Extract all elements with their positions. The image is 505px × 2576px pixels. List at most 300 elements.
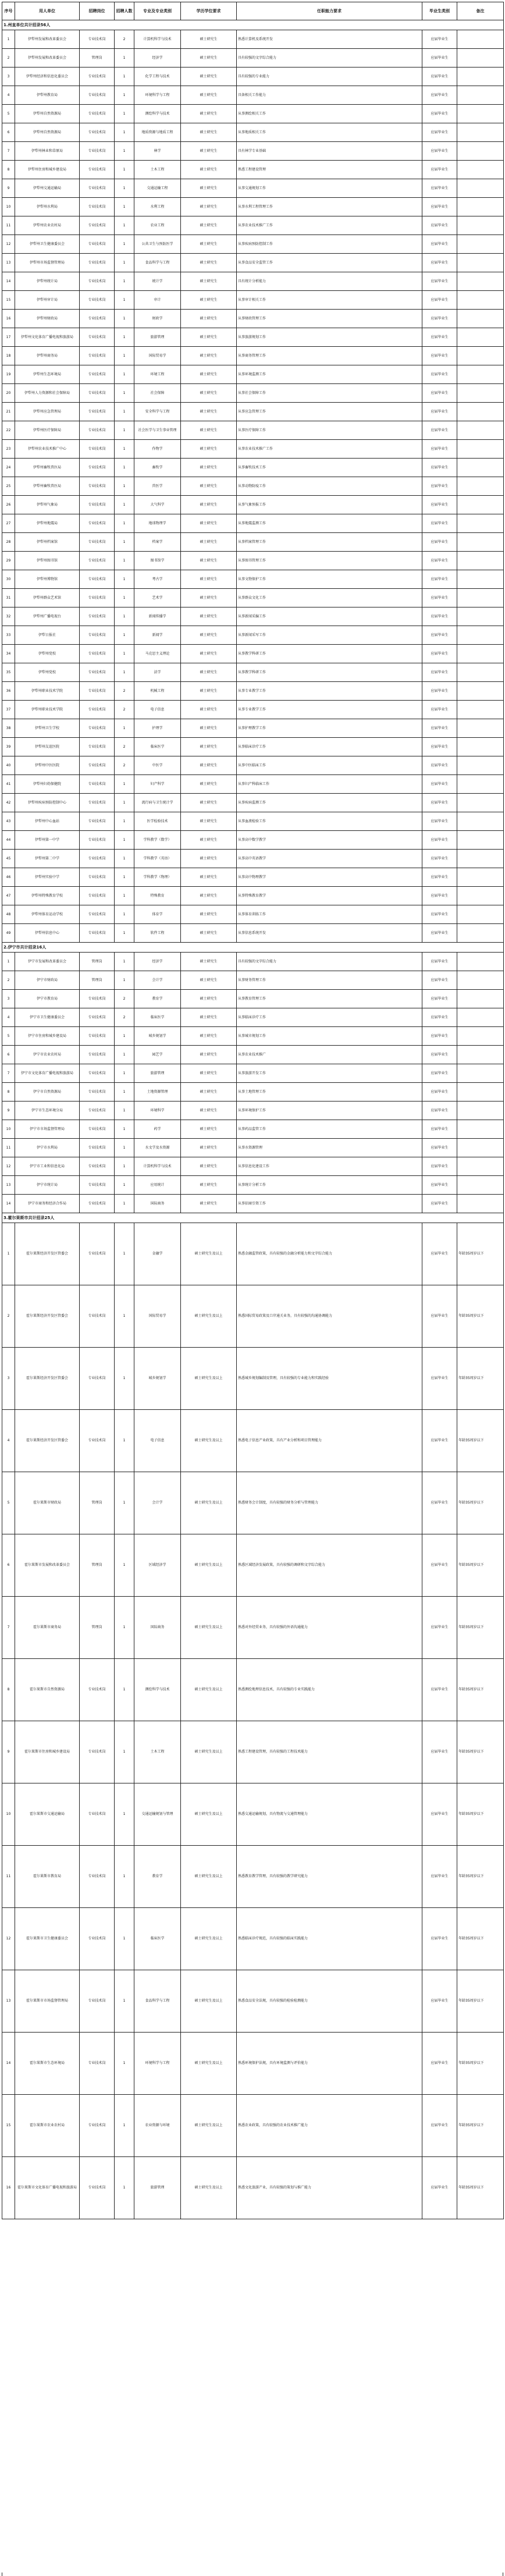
cell-grad: 应届毕业生	[422, 440, 457, 459]
cell-duty: 具有林学专业基础	[237, 142, 422, 161]
cell-grad: 应届毕业生	[422, 990, 457, 1008]
cell-edu: 硕士研究生	[181, 971, 237, 990]
table-row	[2, 924, 504, 943]
cell-grad: 应届毕业生	[422, 1597, 457, 1659]
table-row	[2, 421, 504, 440]
cell-note: 年龄35周岁以下	[457, 1410, 504, 1472]
cell-duty: 从事特殊教育教学	[237, 887, 422, 905]
cell-unit: 伊犁州中心血站	[15, 812, 80, 831]
table-row	[2, 1223, 504, 1285]
cell-count: 1	[115, 570, 134, 589]
cell-edu: 硕士研究生	[181, 365, 237, 384]
cell-duty: 从事信息化建设工作	[237, 1157, 422, 1176]
table-row	[2, 142, 504, 161]
cell-no: 32	[2, 607, 15, 626]
cell-duty: 从事教学科研工作	[237, 663, 422, 682]
cell-note	[457, 1176, 504, 1195]
cell-edu: 硕士研究生	[181, 794, 237, 812]
table-row	[2, 2157, 504, 2219]
cell-no: 10	[2, 1783, 15, 1846]
cell-duty: 从事教育管理工作	[237, 990, 422, 1008]
cell-grad: 应届毕业生	[422, 254, 457, 272]
cell-grad: 应届毕业生	[422, 794, 457, 812]
cell-grad: 应届毕业生	[422, 533, 457, 552]
cell-major: 会计学	[134, 1472, 181, 1534]
table-row	[2, 682, 504, 701]
cell-major: 环境工程	[134, 365, 181, 384]
cell-major: 马克思主义理论	[134, 645, 181, 663]
table-continuation	[2, 2573, 503, 2576]
cell-edu: 硕士研究生	[181, 775, 237, 794]
cell-grad: 应届毕业生	[422, 291, 457, 310]
cell-post: 专业技术岗	[80, 477, 115, 496]
cell-note	[457, 421, 504, 440]
cell-duty: 从事体育训练工作	[237, 905, 422, 924]
cell-edu: 硕士研究生	[181, 645, 237, 663]
cell-note	[457, 868, 504, 887]
cell-major: 水利工程	[134, 198, 181, 216]
table-row	[2, 403, 504, 421]
cell-unit: 伊犁州地震局	[15, 514, 80, 533]
cell-no: 8	[2, 161, 15, 179]
cell-duty: 从事文物保护工作	[237, 570, 422, 589]
cell-major: 新闻传播学	[134, 607, 181, 626]
cell-major: 软件工程	[134, 924, 181, 943]
cell-edu: 硕士研究生	[181, 198, 237, 216]
cell-note	[457, 1102, 504, 1120]
cell-grad: 应届毕业生	[422, 421, 457, 440]
cell-duty: 从事旅游规划工作	[237, 328, 422, 347]
cell-major: 国际商务	[134, 1597, 181, 1659]
cell-note	[457, 607, 504, 626]
cell-grad: 应届毕业生	[422, 1120, 457, 1139]
cell-no: 3	[2, 1348, 15, 1410]
cell-count: 2	[115, 1008, 134, 1027]
table-row	[2, 347, 504, 365]
table-row	[2, 384, 504, 403]
cell-post: 专业技术岗	[80, 1659, 115, 1721]
table-row	[2, 49, 504, 67]
cell-grad: 应届毕业生	[422, 459, 457, 477]
table-row	[2, 1659, 504, 1721]
cell-duty: 具有较强的专业能力	[237, 67, 422, 86]
cell-duty: 从事商务管理工作	[237, 347, 422, 365]
cell-grad: 应届毕业生	[422, 738, 457, 756]
cell-grad: 应届毕业生	[422, 1721, 457, 1783]
cell-major: 学科教学（物理）	[134, 868, 181, 887]
cell-note	[457, 971, 504, 990]
cell-duty: 从事新闻采写工作	[237, 626, 422, 645]
cell-unit: 伊犁州党校	[15, 645, 80, 663]
table-row	[2, 1157, 504, 1176]
cell-note	[457, 1064, 504, 1083]
cell-major: 农业资源与环境	[134, 2095, 181, 2157]
cell-no: 12	[2, 1157, 15, 1176]
cell-duty: 熟悉对外经贸业务，具有较强的外语沟通能力	[237, 1597, 422, 1659]
cell-note: 年龄35周岁以下	[457, 1721, 504, 1783]
cell-no: 9	[2, 179, 15, 198]
cell-count: 2	[115, 990, 134, 1008]
cell-duty: 从事中医临床工作	[237, 756, 422, 775]
cell-no: 47	[2, 887, 15, 905]
table-row	[2, 2033, 504, 2095]
cell-grad: 应届毕业生	[422, 682, 457, 701]
table-header	[2, 2, 504, 20]
cell-duty: 从事水资源管理	[237, 1139, 422, 1157]
cell-count: 1	[115, 1176, 134, 1195]
cell-edu: 硕士研究生	[181, 682, 237, 701]
cell-no: 16	[2, 2157, 15, 2219]
cell-note	[457, 924, 504, 943]
cell-post: 专业技术岗	[80, 607, 115, 626]
cell-post: 专业技术岗	[80, 1046, 115, 1064]
cell-edu: 硕士研究生	[181, 384, 237, 403]
cell-unit: 伊犁州生态环境局	[15, 365, 80, 384]
cell-duty: 熟悉测绘地理信息技术，具有较强的专业实践能力	[237, 1659, 422, 1721]
cell-major: 考古学	[134, 570, 181, 589]
cell-grad: 应届毕业生	[422, 328, 457, 347]
cell-edu: 硕士研究生	[181, 459, 237, 477]
cell-major: 国际商务	[134, 1195, 181, 1213]
cell-post: 管理岗	[80, 971, 115, 990]
table-body	[2, 20, 504, 2219]
cell-edu: 硕士研究生	[181, 1157, 237, 1176]
cell-post: 专业技术岗	[80, 421, 115, 440]
cell-post: 专业技术岗	[80, 924, 115, 943]
cell-post: 专业技术岗	[80, 347, 115, 365]
cell-major: 计算机科学与技术	[134, 1157, 181, 1176]
cell-unit: 伊宁市住房和城乡建设局	[15, 1027, 80, 1046]
table-row	[2, 291, 504, 310]
cell-count: 1	[115, 254, 134, 272]
cell-unit: 伊宁市水利局	[15, 1139, 80, 1157]
cell-post: 管理岗	[80, 953, 115, 971]
cell-major: 中医学	[134, 756, 181, 775]
cell-duty: 从事社会保障工作	[237, 384, 422, 403]
cell-count: 1	[115, 1120, 134, 1139]
cell-count: 1	[115, 850, 134, 868]
cell-no: 7	[2, 1064, 15, 1083]
cell-edu: 硕士研究生及以上	[181, 1534, 237, 1597]
cell-count: 1	[115, 86, 134, 105]
cell-edu: 硕士研究生及以上	[181, 2095, 237, 2157]
cell-note	[457, 254, 504, 272]
cell-unit: 伊犁州卫生学校	[15, 719, 80, 738]
cell-no: 27	[2, 514, 15, 533]
table-row	[2, 179, 504, 198]
cell-edu: 硕士研究生及以上	[181, 2033, 237, 2095]
cell-note	[457, 403, 504, 421]
table-row	[2, 850, 504, 868]
cell-note	[457, 67, 504, 86]
cell-grad: 应届毕业生	[422, 831, 457, 850]
cell-unit: 伊犁州市场监督管理局	[15, 254, 80, 272]
header-major: 专业及专业类别	[134, 2, 181, 20]
cell-major: 教育学	[134, 1846, 181, 1908]
cell-edu: 硕士研究生	[181, 1027, 237, 1046]
cell-post: 专业技术岗	[80, 831, 115, 850]
cell-grad: 应届毕业生	[422, 775, 457, 794]
cell-grad: 应届毕业生	[422, 105, 457, 123]
cell-note: 年龄35周岁以下	[457, 2095, 504, 2157]
cell-major: 旅游管理	[134, 2157, 181, 2219]
cell-duty: 从事信息系统开发	[237, 924, 422, 943]
cell-major: 社会保障	[134, 384, 181, 403]
cell-count: 1	[115, 179, 134, 198]
cell-duty: 从事血液检验工作	[237, 812, 422, 831]
cell-note	[457, 459, 504, 477]
cell-duty: 从事药品监管工作	[237, 1120, 422, 1139]
cell-note: 年龄35周岁以下	[457, 1908, 504, 1970]
cell-major: 财政学	[134, 310, 181, 328]
cell-edu: 硕士研究生	[181, 105, 237, 123]
cell-major: 审计	[134, 291, 181, 310]
cell-unit: 伊犁州疾病预防控制中心	[15, 794, 80, 812]
cell-unit: 伊犁州林业和草原局	[15, 142, 80, 161]
cell-post: 专业技术岗	[80, 1908, 115, 1970]
cell-no: 5	[2, 1027, 15, 1046]
cell-note	[457, 161, 504, 179]
cell-note	[457, 701, 504, 719]
cell-major: 环境科学	[134, 1102, 181, 1120]
section-title: 3.霍尔果斯市共计招录25人	[2, 1213, 504, 1223]
section-header-row	[2, 20, 504, 30]
cell-major: 林学	[134, 142, 181, 161]
cell-post: 专业技术岗	[80, 775, 115, 794]
cell-grad: 应届毕业生	[422, 1534, 457, 1597]
cell-post: 专业技术岗	[80, 1846, 115, 1908]
header-post: 招聘岗位	[80, 2, 115, 20]
cell-edu: 硕士研究生	[181, 328, 237, 347]
cell-edu: 硕士研究生	[181, 719, 237, 738]
cell-major: 法学	[134, 663, 181, 682]
cell-count: 1	[115, 533, 134, 552]
cell-duty: 从事专业教学工作	[237, 701, 422, 719]
cell-post: 专业技术岗	[80, 67, 115, 86]
cell-post: 专业技术岗	[80, 663, 115, 682]
cell-note	[457, 887, 504, 905]
cell-major: 地球物理学	[134, 514, 181, 533]
cell-count: 1	[115, 49, 134, 67]
cell-grad: 应届毕业生	[422, 971, 457, 990]
table-row	[2, 645, 504, 663]
cell-edu: 硕士研究生	[181, 1064, 237, 1083]
cell-unit: 伊犁州应急管理局	[15, 403, 80, 421]
table-row	[2, 1534, 504, 1597]
cell-post: 专业技术岗	[80, 86, 115, 105]
cell-count: 1	[115, 645, 134, 663]
cell-unit: 伊犁州卫生健康委员会	[15, 235, 80, 254]
table-row	[2, 1064, 504, 1083]
cell-edu: 硕士研究生	[181, 30, 237, 49]
cell-major: 大气科学	[134, 496, 181, 514]
cell-post: 专业技术岗	[80, 1195, 115, 1213]
cell-major: 化学工程与技术	[134, 67, 181, 86]
cell-major: 测绘科学与技术	[134, 105, 181, 123]
cell-note	[457, 775, 504, 794]
table-row	[2, 552, 504, 570]
cell-edu: 硕士研究生	[181, 1176, 237, 1195]
table-row	[2, 477, 504, 496]
table-row	[2, 30, 504, 49]
cell-note	[457, 1083, 504, 1102]
table-row	[2, 67, 504, 86]
cell-note	[457, 198, 504, 216]
table-row	[2, 775, 504, 794]
cell-duty: 从事高中英语教学	[237, 850, 422, 868]
cell-grad: 应届毕业生	[422, 2157, 457, 2219]
cell-note	[457, 738, 504, 756]
cell-no: 35	[2, 663, 15, 682]
cell-no: 6	[2, 1046, 15, 1064]
cell-unit: 伊犁州友谊医院	[15, 738, 80, 756]
cell-note	[457, 514, 504, 533]
cell-edu: 硕士研究生	[181, 1120, 237, 1139]
cell-unit: 伊犁州发展和改革委员会	[15, 30, 80, 49]
cell-major: 电子信息	[134, 701, 181, 719]
cell-duty: 熟悉计算机及系统开发	[237, 30, 422, 49]
cell-post: 专业技术岗	[80, 756, 115, 775]
cell-duty: 具备相关工作能力	[237, 86, 422, 105]
cell-unit: 伊宁市财政局	[15, 971, 80, 990]
cell-major: 环境科学与工程	[134, 86, 181, 105]
cell-major: 艺术学	[134, 589, 181, 607]
cell-post: 专业技术岗	[80, 1783, 115, 1846]
cell-no: 11	[2, 216, 15, 235]
cell-post: 专业技术岗	[80, 1285, 115, 1348]
header-edu: 学历学位要求	[181, 2, 237, 20]
cell-major: 临床医学	[134, 1908, 181, 1970]
cell-no: 2	[2, 49, 15, 67]
cell-unit: 伊犁州水利局	[15, 198, 80, 216]
cell-edu: 硕士研究生	[181, 1195, 237, 1213]
cell-count: 1	[115, 1908, 134, 1970]
cell-grad: 应届毕业生	[422, 663, 457, 682]
cell-no: 12	[2, 235, 15, 254]
cell-no: 14	[2, 272, 15, 291]
cell-no: 14	[2, 2033, 15, 2095]
cell-post: 专业技术岗	[80, 533, 115, 552]
cell-unit: 霍尔果斯市文化体育广播电视和旅游局	[15, 2157, 80, 2219]
cell-major: 旅游管理	[134, 328, 181, 347]
cell-note	[457, 663, 504, 682]
cell-grad: 应届毕业生	[422, 850, 457, 868]
cell-duty: 具有较强的文字综合能力	[237, 49, 422, 67]
cell-major: 图书馆学	[134, 552, 181, 570]
cell-grad: 应届毕业生	[422, 905, 457, 924]
cell-edu: 硕士研究生及以上	[181, 1223, 237, 1285]
cell-edu: 硕士研究生	[181, 440, 237, 459]
cell-edu: 硕士研究生	[181, 663, 237, 682]
cell-post: 专业技术岗	[80, 30, 115, 49]
cell-count: 1	[115, 2033, 134, 2095]
cell-unit: 伊犁州审计局	[15, 291, 80, 310]
cell-count: 1	[115, 1534, 134, 1597]
cell-grad: 应届毕业生	[422, 1008, 457, 1027]
cell-note	[457, 365, 504, 384]
table-row	[2, 701, 504, 719]
cell-grad: 应届毕业生	[422, 216, 457, 235]
cell-edu: 硕士研究生	[181, 347, 237, 365]
table-row	[2, 198, 504, 216]
cell-note	[457, 756, 504, 775]
cell-count: 1	[115, 1102, 134, 1120]
cell-count: 1	[115, 67, 134, 86]
table-row	[2, 1410, 504, 1472]
cell-unit: 伊犁州畜牧兽医局	[15, 459, 80, 477]
table-row	[2, 794, 504, 812]
cell-unit: 伊犁州党校	[15, 663, 80, 682]
cell-post: 专业技术岗	[80, 1410, 115, 1472]
cell-no: 18	[2, 347, 15, 365]
cell-unit: 霍尔果斯市交通运输局	[15, 1783, 80, 1846]
cell-major: 食品科学与工程	[134, 1970, 181, 2033]
table-row	[2, 496, 504, 514]
cell-post: 专业技术岗	[80, 365, 115, 384]
cell-post: 专业技术岗	[80, 514, 115, 533]
cell-unit: 霍尔果斯市农业农村局	[15, 2095, 80, 2157]
cell-count: 1	[115, 1046, 134, 1064]
cell-edu: 硕士研究生	[181, 123, 237, 142]
cell-count: 1	[115, 216, 134, 235]
cell-edu: 硕士研究生及以上	[181, 1783, 237, 1846]
cell-count: 1	[115, 328, 134, 347]
cell-note: 年龄35周岁以下	[457, 1970, 504, 2033]
cell-grad: 应届毕业生	[422, 1659, 457, 1721]
cell-major: 医学检验技术	[134, 812, 181, 831]
cell-edu: 硕士研究生	[181, 589, 237, 607]
cell-post: 专业技术岗	[80, 738, 115, 756]
cell-major: 土地资源管理	[134, 1083, 181, 1102]
cell-note	[457, 235, 504, 254]
cell-duty: 从事气象预报工作	[237, 496, 422, 514]
cell-note	[457, 440, 504, 459]
cell-note	[457, 570, 504, 589]
table-row	[2, 756, 504, 775]
cell-grad: 应届毕业生	[422, 86, 457, 105]
cell-grad: 应届毕业生	[422, 924, 457, 943]
cell-duty: 从事动物防疫工作	[237, 477, 422, 496]
table-row	[2, 589, 504, 607]
cell-unit: 伊宁市生态环境分局	[15, 1102, 80, 1120]
table-row	[2, 1783, 504, 1846]
cell-duty: 从事临床诊疗工作	[237, 1008, 422, 1027]
table-row	[2, 1083, 504, 1102]
cell-count: 1	[115, 272, 134, 291]
cell-major: 电子信息	[134, 1410, 181, 1472]
cell-duty: 从事临床诊疗工作	[237, 738, 422, 756]
cell-count: 2	[115, 701, 134, 719]
cell-grad: 应届毕业生	[422, 756, 457, 775]
cell-duty: 从事地质相关工作	[237, 123, 422, 142]
cell-count: 1	[115, 347, 134, 365]
cell-grad: 应届毕业生	[422, 607, 457, 626]
cell-no: 1	[2, 953, 15, 971]
cell-unit: 伊宁市市场监督管理局	[15, 1120, 80, 1139]
cell-duty: 熟悉食品安全法规，具有较强的检验检测能力	[237, 1970, 422, 2033]
cell-major: 护理学	[134, 719, 181, 738]
cell-unit: 霍尔果斯市商务局	[15, 1597, 80, 1659]
cell-unit: 伊犁州经济和信息化委员会	[15, 67, 80, 86]
cell-unit: 伊犁州档案馆	[15, 533, 80, 552]
cell-note	[457, 328, 504, 347]
cell-count: 1	[115, 421, 134, 440]
cell-duty: 从事专业教学工作	[237, 682, 422, 701]
cell-grad: 应届毕业生	[422, 1027, 457, 1046]
cell-count: 1	[115, 775, 134, 794]
cell-duty: 熟悉环境保护法规，具有环境监测与评价能力	[237, 2033, 422, 2095]
cell-unit: 伊宁市统计局	[15, 1176, 80, 1195]
